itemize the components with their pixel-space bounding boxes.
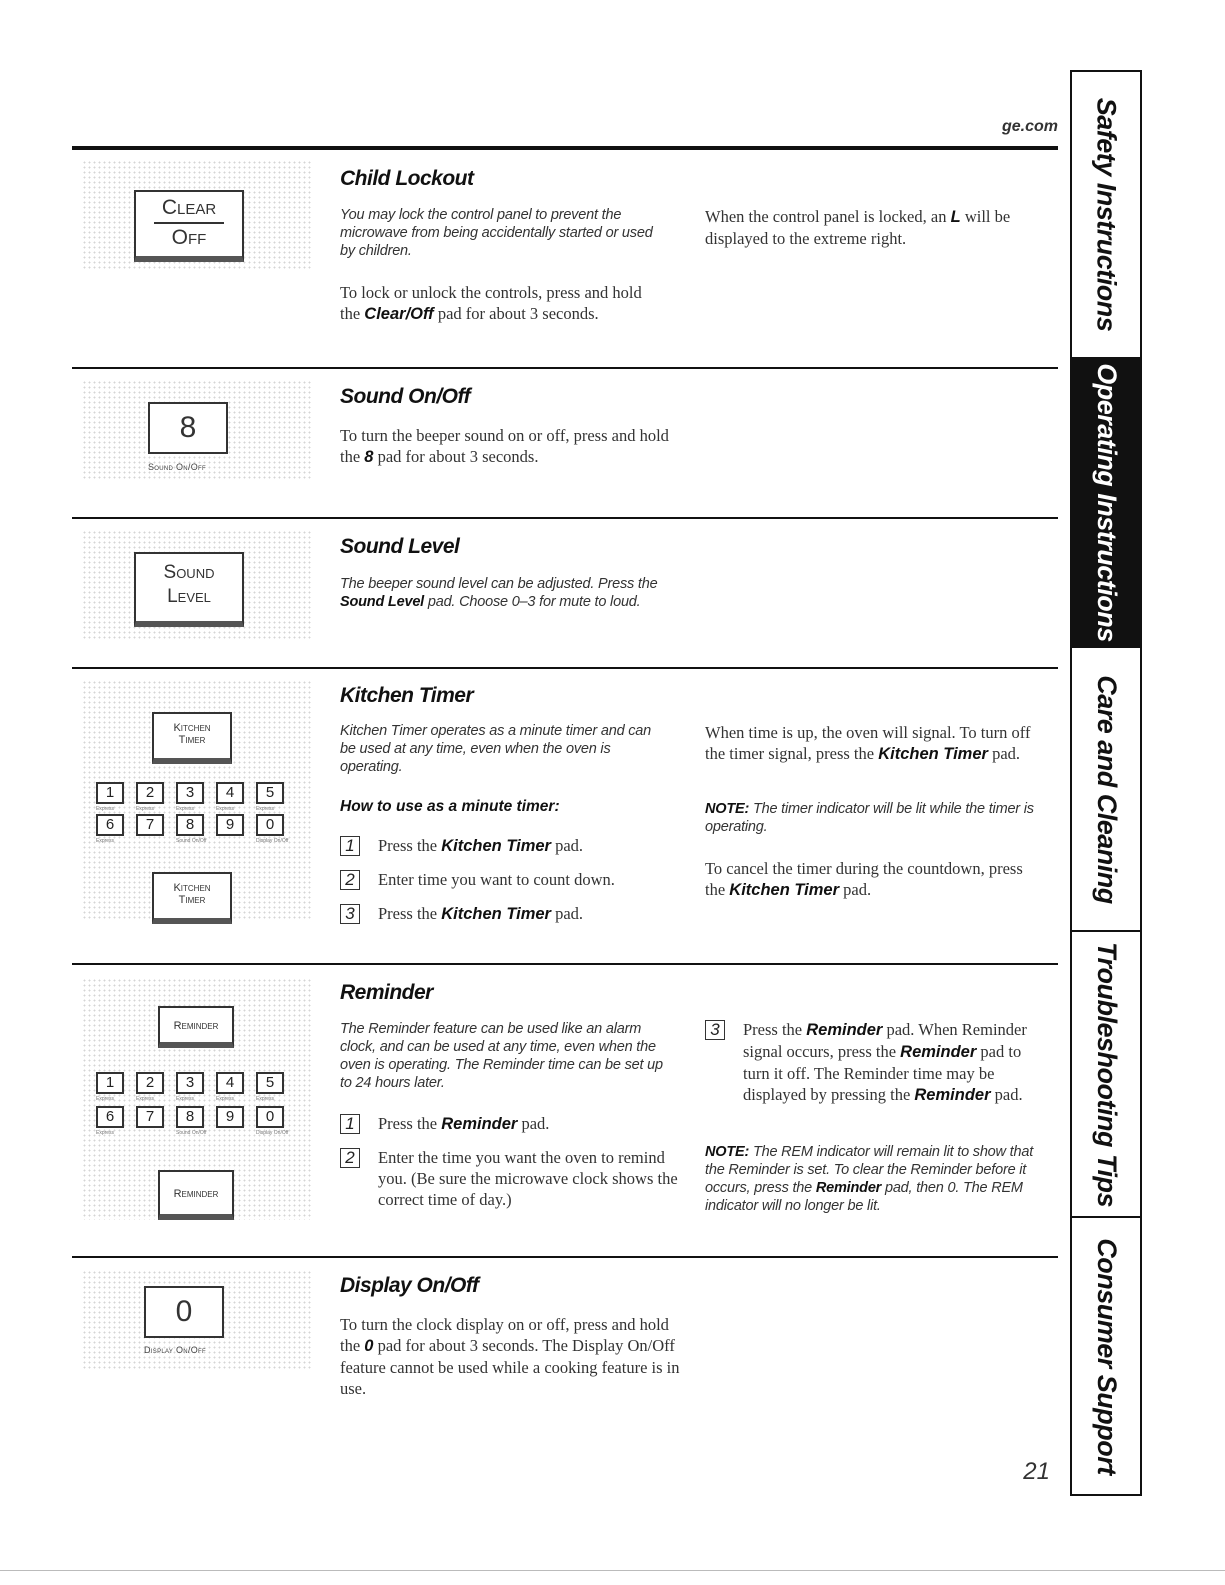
text: pad, then 0. The REM indicator will no longer be lit. (705, 1180, 1023, 1214)
text: The beeper sound level can be adjusted. Press the (340, 576, 658, 592)
tab-label: Troubleshooting Tips (1091, 941, 1122, 1207)
digit-key-5: 5 (256, 782, 284, 804)
page-number: 21 (1023, 1458, 1050, 1485)
digit-key-6: 6 (96, 1106, 124, 1128)
kitchen-key-label: Kitchen (173, 882, 211, 894)
digit-key-caption: Sound On/Off (176, 838, 207, 844)
digit-key-caption: Express (176, 806, 195, 812)
text: When time is up, the oven will signal. To turn off the timer signal, press the (705, 723, 1031, 763)
kitchen-timer-keypad-illustration (82, 680, 312, 920)
digit-key-6: 6 (96, 814, 124, 836)
clear-off-pad-name: Clear/Off (364, 305, 434, 323)
text: pad for about 3 seconds. (433, 304, 599, 323)
digit-key-caption: Express (96, 1130, 115, 1136)
digit-key-8: 8 (176, 1106, 204, 1128)
tab-label: Safety Instructions (1091, 97, 1122, 332)
zero-pad-name: 0 (364, 1337, 374, 1355)
sound-onoff-title: Sound On/Off (340, 385, 471, 408)
kitchen-key-label: Kitchen (173, 722, 211, 734)
sound-level-title: Sound Level (340, 535, 460, 558)
reminder-title: Reminder (340, 981, 433, 1004)
tab-operating-instructions[interactable] (1072, 359, 1140, 648)
section-divider (72, 667, 1058, 669)
digit-key-0: 0 (256, 1106, 284, 1128)
kitchen-timer-signal-text (705, 722, 1035, 765)
kitchen-timer-note (705, 800, 1035, 836)
page-bottom-edge (0, 1570, 1225, 1571)
text: pad. (517, 1114, 550, 1133)
pad-name: Kitchen Timer (441, 837, 551, 855)
step-text (743, 1019, 1045, 1106)
digit-key-0: 0 (256, 814, 284, 836)
digit-key-1: 1 (96, 1072, 124, 1094)
kitchen-timer-title: Kitchen Timer (340, 684, 474, 707)
step-text (378, 903, 583, 925)
header-rule (72, 146, 1058, 150)
text: pad to turn it off. The Reminder time may be displayed by pressing the (743, 1042, 1022, 1104)
sound-level-description (340, 575, 660, 611)
note-label: NOTE: (705, 801, 750, 817)
child-lockout-intro: You may lock the control panel to prevent the microwave from being accidentally started or used by children. (340, 207, 653, 259)
text: pad for about 3 seconds. The Display On/Off feature cannot be used while a cooking feature is in use. (340, 1336, 680, 1398)
digit-key-5: 5 (256, 1072, 284, 1094)
text: pad. (839, 880, 872, 899)
reminder-key-top (158, 1006, 234, 1048)
step-text (378, 1113, 549, 1135)
step-text: Enter time you want to count down. (378, 870, 615, 889)
section-divider (72, 517, 1058, 519)
text: To lock or unlock the controls, press and hold the (340, 283, 642, 323)
text: To turn the clock display on or off, press and hold the (340, 1315, 669, 1355)
digit-key-7: 7 (136, 1106, 164, 1128)
text: Press the (378, 904, 442, 923)
text: Press the (378, 1114, 442, 1133)
digit-key-3: 3 (176, 782, 204, 804)
digit-key-caption: Sound On/Off (176, 1130, 207, 1136)
tab-troubleshooting-tips[interactable] (1072, 932, 1140, 1218)
step-number: 2 (340, 1148, 360, 1168)
step-number: 1 (340, 1114, 360, 1134)
digit-key-8: 8 (176, 814, 204, 836)
key-divider (154, 222, 224, 224)
text: pad. (550, 836, 584, 855)
digit-key-2: 2 (136, 1072, 164, 1094)
kitchen-timer-subhead: How to use as a minute timer: (340, 798, 560, 815)
reminder-intro: The Reminder feature can be used like an alarm clock, and can be used at any time, even when the oven is operating. The Reminder time can be set up to 24 hours later. (340, 1021, 663, 1091)
reminder-step-1 (340, 1113, 680, 1135)
text: pad. (987, 744, 1021, 763)
child-lockout-instructions (340, 282, 650, 325)
child-lockout-title: Child Lockout (340, 167, 474, 190)
eight-pad-name: 8 (364, 448, 374, 466)
text: To turn the beeper sound on or off, press and hold the (340, 426, 669, 466)
tab-label: Operating Instructions (1091, 363, 1122, 642)
reminder-step-2 (340, 1147, 680, 1210)
tab-label: Consumer Support (1091, 1237, 1122, 1475)
step-text: Enter the time you want the oven to remind you. (Be sure the microwave clock shows the correct time of day.) (378, 1148, 678, 1209)
text: Press the (743, 1020, 807, 1039)
clear-off-keypad-illustration (82, 160, 312, 270)
reminder-step-3 (705, 1019, 1045, 1106)
step-number: 3 (705, 1020, 725, 1040)
digit-key-9: 9 (216, 1106, 244, 1128)
note-label: NOTE: (705, 1144, 750, 1160)
reminder-note (705, 1143, 1040, 1215)
reminder-key-bottom (158, 1170, 234, 1220)
step-number: 1 (340, 836, 360, 856)
sound-key-label: Sound (163, 562, 215, 583)
tab-care-and-cleaning[interactable] (1072, 648, 1140, 932)
step-number: 2 (340, 870, 360, 890)
sound-onoff-key-label: Sound On/Off (148, 462, 206, 472)
kitchen-timer-intro: Kitchen Timer operates as a minute timer and can be used at any time, even when the oven is operating. (340, 723, 652, 775)
text: Press the (378, 836, 442, 855)
reminder-keypad-illustration (82, 978, 312, 1220)
text: pad. (550, 904, 584, 923)
digit-key-caption: Express (256, 1096, 275, 1102)
sound-level-pad-name: Sound Level (340, 594, 425, 610)
pad-name: Kitchen Timer (729, 881, 840, 899)
kitchen-timer-key-top (152, 712, 232, 764)
eight-key: 8 (148, 402, 228, 454)
digit-key-caption: Express (136, 1096, 155, 1102)
timer-key-label: Timer (178, 894, 206, 906)
site-url: ge.com (1001, 118, 1058, 135)
step-number: 3 (340, 904, 360, 924)
sound-onoff-keypad-illustration (82, 380, 312, 480)
digit-key-caption: Display On/Off (256, 838, 289, 844)
pad-name: Reminder (815, 1180, 882, 1196)
text: When the control panel is locked, an (705, 207, 951, 226)
text: The timer indicator will be lit while the timer is operating. (705, 801, 1034, 835)
pad-name: Reminder (914, 1086, 991, 1104)
digit-key-4: 4 (216, 1072, 244, 1094)
text: To cancel the timer during the countdown, press the (705, 859, 1023, 899)
text: will be displayed to the extreme right. (705, 207, 1011, 248)
reminder-key-label: Reminder (173, 1188, 219, 1200)
section-tabs (1070, 70, 1142, 1496)
text: pad for about 3 seconds. (373, 447, 539, 466)
lock-indicator-letter: L (950, 208, 961, 226)
digit-key-caption: Express (96, 838, 115, 844)
pad-name: Kitchen Timer (878, 745, 988, 763)
sound-level-key (134, 552, 244, 627)
pad-name: Reminder (806, 1021, 883, 1039)
tab-label: Care and Cleaning (1091, 674, 1122, 904)
kitchen-timer-key-bottom (152, 872, 232, 924)
tab-consumer-support[interactable] (1072, 1218, 1140, 1494)
sound-level-keypad-illustration (82, 530, 312, 640)
kitchen-timer-step-2 (340, 869, 680, 890)
digit-key-3: 3 (176, 1072, 204, 1094)
section-divider (72, 1256, 1058, 1258)
child-lockout-note (705, 206, 1035, 249)
digit-key-1: 1 (96, 782, 124, 804)
digit-key-9: 9 (216, 814, 244, 836)
section-divider (72, 367, 1058, 369)
display-onoff-title: Display On/Off (340, 1274, 479, 1297)
kitchen-timer-step-1 (340, 835, 680, 857)
digit-key-4: 4 (216, 782, 244, 804)
step-text (378, 835, 583, 857)
clear-key-label: Clear (161, 196, 217, 219)
pad-name: Reminder (900, 1043, 977, 1061)
digit-key-caption: Express (96, 1096, 115, 1102)
clear-off-key (134, 190, 244, 262)
digit-key-2: 2 (136, 782, 164, 804)
kitchen-timer-cancel-text (705, 858, 1040, 901)
level-key-label: Level (167, 586, 211, 607)
digit-key-caption: Express (256, 806, 275, 812)
display-onoff-keypad-illustration (82, 1270, 312, 1370)
digit-key-caption: Express (136, 806, 155, 812)
reminder-key-label: Reminder (173, 1020, 219, 1032)
digit-key-caption: Express (216, 1096, 235, 1102)
digit-key-caption: Express (216, 806, 235, 812)
pad-name: Reminder (441, 1115, 518, 1133)
sound-onoff-instructions (340, 425, 685, 468)
timer-key-label: Timer (178, 734, 206, 746)
text: pad. When Reminder signal occurs, press the (743, 1020, 1027, 1061)
digit-key-caption: Display On/Off (256, 1130, 289, 1136)
tab-safety-instructions[interactable] (1072, 72, 1140, 359)
display-onoff-key-label: Display On/Off (144, 1345, 206, 1355)
pad-name: Kitchen Timer (441, 905, 551, 923)
display-onoff-instructions (340, 1314, 685, 1399)
text: pad. Choose 0–3 for mute to loud. (424, 594, 641, 610)
off-key-label: Off (171, 226, 207, 249)
digit-key-caption: Express (96, 806, 115, 812)
zero-key: 0 (144, 1286, 224, 1338)
digit-key-7: 7 (136, 814, 164, 836)
kitchen-timer-step-3 (340, 903, 680, 925)
digit-key-caption: Express (176, 1096, 195, 1102)
section-divider (72, 963, 1058, 965)
text: The REM indicator will remain lit to show that the Reminder is set. To clear the Reminder before it occurs, press the (705, 1144, 1034, 1196)
text: pad. (990, 1085, 1023, 1104)
